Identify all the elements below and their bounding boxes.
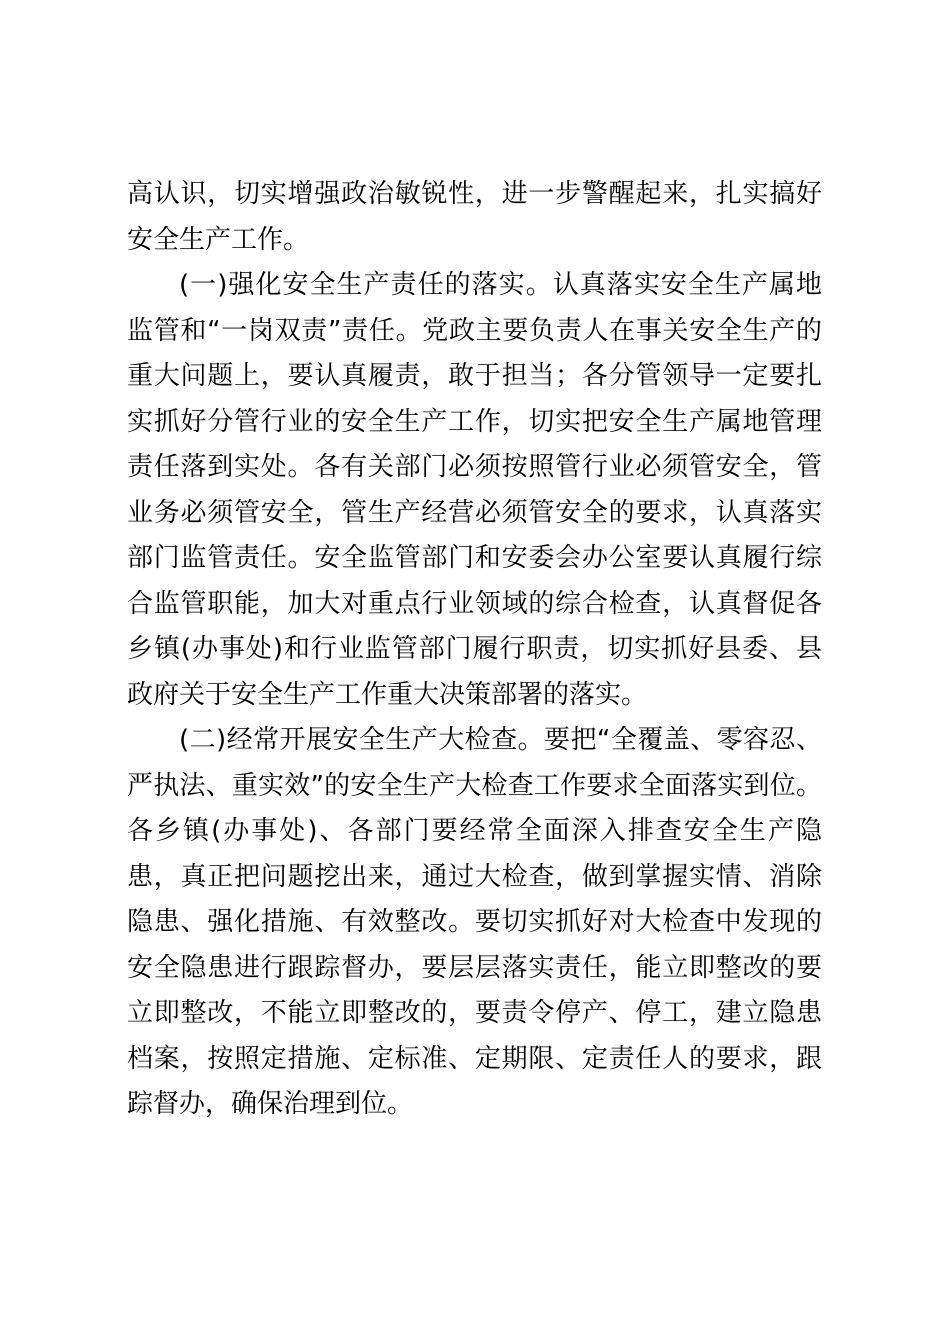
paragraph-section-one: (一)强化安全生产责任的落实。认真落实安全生产属地监管和“一岗双责”责任。党政主要负责人在事关安全生产的重大问题上，要认真履责，敢于担当；各分管领导一定要扎实抓好分管行业的安全生产工作，切实把安全生产属地管理责任落到实处。各有关部门必须按照管行业必须管安全，管业务必须管安全，管生产经营必须管安全的要求，认真落实部门监管责任。安全监管部门和安委会办公室要认真履行综合监管职能，加大对重点行业领域的综合检查，认真督促各乡镇(办事处)和行业监管部门履行职责，切实抓好县委、县政府关于安全生产工作重大决策部署的落实。 xyxy=(127,270,822,710)
document-body xyxy=(127,172,822,1128)
paragraph-continuation: 高认识，切实增强政治敏锐性，进一步警醒起来，扎实搞好安全生产工作。 xyxy=(127,179,822,255)
paragraph-section-two: (二)经常开展安全生产大检查。要把“全覆盖、零容忍、严执法、重实效”的安全生产大检查工作要求全面落实到位。各乡镇(办事处)、各部门要经常全面深入排查安全生产隐患，真正把问题挖出来，通过大检查，做到掌握实情、消除隐患、强化措施、有效整改。要切实抓好对大检查中发现的安全隐患进行跟踪督办，要层层落实责任，能立即整改的要立即整改，不能立即整改的，要责令停产、停工，建立隐患档案，按照定措施、定标准、定期限、定责任人的要求，跟踪督办，确保治理到位。 xyxy=(127,725,822,1119)
